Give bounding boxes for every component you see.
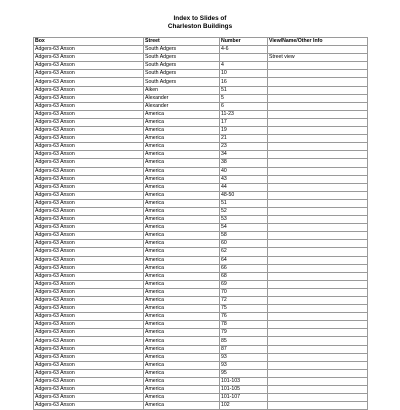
cell-street: America (144, 313, 220, 321)
slides-index-table (33, 37, 368, 410)
cell-info (268, 46, 368, 54)
cell-street: America (144, 329, 220, 337)
table-row (34, 199, 368, 207)
cell-street: America (144, 369, 220, 377)
cell-info (268, 151, 368, 159)
table-row (34, 232, 368, 240)
table-row (34, 264, 368, 272)
cell-box: Adgers-63 Anson (34, 151, 144, 159)
table-row (34, 159, 368, 167)
cell-box: Adgers-63 Anson (34, 272, 144, 280)
cell-info (268, 321, 368, 329)
cell-street: America (144, 272, 220, 280)
table-row (34, 240, 368, 248)
cell-street: America (144, 232, 220, 240)
cell-info (268, 256, 368, 264)
cell-box: Adgers-63 Anson (34, 321, 144, 329)
cell-number: 21 (220, 135, 268, 143)
header-info: View/Name/Other Info (268, 38, 368, 46)
table-row (34, 321, 368, 329)
cell-box: Adgers-63 Anson (34, 159, 144, 167)
cell-number: 75 (220, 305, 268, 313)
table-row (34, 313, 368, 321)
cell-number: 52 (220, 207, 268, 215)
cell-street: America (144, 118, 220, 126)
cell-number: 5 (220, 94, 268, 102)
cell-box: Adgers-63 Anson (34, 118, 144, 126)
table-row (34, 86, 368, 94)
cell-box: Adgers-63 Anson (34, 313, 144, 321)
table-row (34, 377, 368, 385)
cell-street: South Adgers (144, 70, 220, 78)
cell-number: 102 (220, 402, 268, 410)
cell-info (268, 313, 368, 321)
cell-number: 40 (220, 167, 268, 175)
cell-box: Adgers-63 Anson (34, 240, 144, 248)
cell-info (268, 329, 368, 337)
cell-box: Adgers-63 Anson (34, 394, 144, 402)
cell-number: 53 (220, 216, 268, 224)
cell-street: America (144, 240, 220, 248)
cell-number (220, 54, 268, 62)
cell-box: Adgers-63 Anson (34, 248, 144, 256)
cell-number: 69 (220, 280, 268, 288)
cell-info (268, 305, 368, 313)
cell-number: 51 (220, 199, 268, 207)
table-row (34, 118, 368, 126)
cell-info (268, 264, 368, 272)
table-row (34, 127, 368, 135)
table-row (34, 191, 368, 199)
cell-number: 72 (220, 297, 268, 305)
cell-box: Adgers-63 Anson (34, 94, 144, 102)
cell-box: Adgers-63 Anson (34, 102, 144, 110)
cell-street: America (144, 207, 220, 215)
cell-street: America (144, 337, 220, 345)
table-row (34, 386, 368, 394)
cell-street: South Adgers (144, 46, 220, 54)
cell-number: 4 (220, 62, 268, 70)
cell-number: 64 (220, 256, 268, 264)
cell-info (268, 297, 368, 305)
cell-box: Adgers-63 Anson (34, 224, 144, 232)
cell-box: Adgers-63 Anson (34, 175, 144, 183)
cell-street: America (144, 256, 220, 264)
cell-street: America (144, 191, 220, 199)
cell-number: 44 (220, 183, 268, 191)
cell-street: America (144, 361, 220, 369)
cell-number: 43 (220, 175, 268, 183)
cell-number: 85 (220, 337, 268, 345)
cell-box: Adgers-63 Anson (34, 207, 144, 215)
cell-info (268, 175, 368, 183)
cell-number: 95 (220, 369, 268, 377)
cell-street: America (144, 110, 220, 118)
cell-box: Adgers-63 Anson (34, 216, 144, 224)
cell-box: Adgers-63 Anson (34, 110, 144, 118)
cell-info (268, 127, 368, 135)
cell-box: Adgers-63 Anson (34, 297, 144, 305)
table-row (34, 167, 368, 175)
cell-info (268, 232, 368, 240)
cell-box: Adgers-63 Anson (34, 337, 144, 345)
cell-box: Adgers-63 Anson (34, 127, 144, 135)
cell-number: 17 (220, 118, 268, 126)
cell-street: America (144, 143, 220, 151)
cell-box: Adgers-63 Anson (34, 232, 144, 240)
cell-street: America (144, 199, 220, 207)
cell-number: 48-50 (220, 191, 268, 199)
cell-number: 38 (220, 159, 268, 167)
table-row (34, 288, 368, 296)
cell-info (268, 62, 368, 70)
cell-number: 11-23 (220, 110, 268, 118)
cell-street: America (144, 151, 220, 159)
cell-street: America (144, 386, 220, 394)
cell-street: Aiken (144, 86, 220, 94)
cell-street: America (144, 159, 220, 167)
cell-box: Adgers-63 Anson (34, 70, 144, 78)
table-row (34, 175, 368, 183)
cell-box: Adgers-63 Anson (34, 46, 144, 54)
cell-box: Adgers-63 Anson (34, 143, 144, 151)
cell-number: 10 (220, 70, 268, 78)
cell-street: America (144, 216, 220, 224)
table-row (34, 394, 368, 402)
table-row (34, 62, 368, 70)
cell-info (268, 386, 368, 394)
cell-box: Adgers-63 Anson (34, 280, 144, 288)
table-row (34, 54, 368, 62)
cell-street: America (144, 345, 220, 353)
cell-box: Adgers-63 Anson (34, 361, 144, 369)
table-row (34, 272, 368, 280)
table-row (34, 248, 368, 256)
cell-info (268, 402, 368, 410)
cell-info (268, 288, 368, 296)
table-row (34, 369, 368, 377)
cell-info (268, 110, 368, 118)
cell-info (268, 207, 368, 215)
cell-box: Adgers-63 Anson (34, 386, 144, 394)
header-street: Street (144, 38, 220, 46)
cell-box: Adgers-63 Anson (34, 135, 144, 143)
cell-box: Adgers-63 Anson (34, 369, 144, 377)
cell-street: America (144, 288, 220, 296)
cell-info (268, 102, 368, 110)
cell-box: Adgers-63 Anson (34, 54, 144, 62)
cell-box: Adgers-63 Anson (34, 62, 144, 70)
cell-box: Adgers-63 Anson (34, 199, 144, 207)
cell-box: Adgers-63 Anson (34, 402, 144, 410)
cell-box: Adgers-63 Anson (34, 167, 144, 175)
cell-box: Adgers-63 Anson (34, 86, 144, 94)
cell-street: America (144, 248, 220, 256)
cell-street: America (144, 297, 220, 305)
cell-info (268, 240, 368, 248)
cell-box: Adgers-63 Anson (34, 377, 144, 385)
cell-number: 87 (220, 345, 268, 353)
document-title (0, 15, 400, 31)
table-row (34, 329, 368, 337)
cell-box: Adgers-63 Anson (34, 305, 144, 313)
cell-street: America (144, 280, 220, 288)
table-row (34, 337, 368, 345)
cell-number: 78 (220, 321, 268, 329)
cell-number: 6 (220, 102, 268, 110)
cell-street: Alexander (144, 102, 220, 110)
title-line-2: Charleston Buildings (167, 23, 233, 30)
cell-number: 23 (220, 143, 268, 151)
cell-info (268, 216, 368, 224)
cell-number: 62 (220, 248, 268, 256)
cell-number: 101-103 (220, 377, 268, 385)
cell-street: America (144, 183, 220, 191)
table-row (34, 297, 368, 305)
table-row (34, 345, 368, 353)
cell-street: South Adgers (144, 78, 220, 86)
cell-info (268, 280, 368, 288)
cell-info (268, 377, 368, 385)
table-row (34, 216, 368, 224)
table-row (34, 135, 368, 143)
table-row (34, 305, 368, 313)
cell-info (268, 353, 368, 361)
header-box: Box (34, 38, 144, 46)
cell-number: 101-105 (220, 386, 268, 394)
table-row (34, 46, 368, 54)
cell-street: America (144, 167, 220, 175)
cell-number: 68 (220, 272, 268, 280)
cell-info (268, 167, 368, 175)
cell-number: 66 (220, 264, 268, 272)
table-body (34, 46, 368, 410)
table-row (34, 361, 368, 369)
title-line-1: Index to Slides of (173, 15, 227, 22)
cell-box: Adgers-63 Anson (34, 191, 144, 199)
cell-box: Adgers-63 Anson (34, 353, 144, 361)
cell-street: America (144, 175, 220, 183)
cell-box: Adgers-63 Anson (34, 345, 144, 353)
cell-info (268, 369, 368, 377)
cell-info (268, 394, 368, 402)
table-row (34, 183, 368, 191)
cell-info (268, 224, 368, 232)
cell-box: Adgers-63 Anson (34, 183, 144, 191)
cell-number: 101-107 (220, 394, 268, 402)
cell-info (268, 78, 368, 86)
cell-street: America (144, 127, 220, 135)
header-number: Number (220, 38, 268, 46)
cell-street: America (144, 321, 220, 329)
cell-street: America (144, 224, 220, 232)
table-row (34, 402, 368, 410)
cell-info (268, 86, 368, 94)
cell-street: South Adgers (144, 54, 220, 62)
table-row (34, 151, 368, 159)
cell-number: 58 (220, 232, 268, 240)
cell-info (268, 361, 368, 369)
table-row (34, 224, 368, 232)
cell-info (268, 94, 368, 102)
cell-number: 60 (220, 240, 268, 248)
cell-info (268, 191, 368, 199)
cell-info: Street view (268, 54, 368, 62)
cell-number: 54 (220, 224, 268, 232)
cell-street: America (144, 402, 220, 410)
cell-box: Adgers-63 Anson (34, 256, 144, 264)
cell-info (268, 199, 368, 207)
cell-street: America (144, 377, 220, 385)
cell-street: America (144, 264, 220, 272)
table-row (34, 280, 368, 288)
cell-box: Adgers-63 Anson (34, 288, 144, 296)
table-row (34, 102, 368, 110)
cell-info (268, 183, 368, 191)
cell-street: America (144, 305, 220, 313)
cell-number: 16 (220, 78, 268, 86)
cell-number: 79 (220, 329, 268, 337)
cell-box: Adgers-63 Anson (34, 78, 144, 86)
cell-street: South Adgers (144, 62, 220, 70)
table-row (34, 78, 368, 86)
cell-street: America (144, 135, 220, 143)
table-row (34, 110, 368, 118)
table-header-row (34, 38, 368, 46)
table-row (34, 70, 368, 78)
table-row (34, 353, 368, 361)
cell-info (268, 248, 368, 256)
cell-info (268, 159, 368, 167)
cell-box: Adgers-63 Anson (34, 264, 144, 272)
cell-street: America (144, 394, 220, 402)
cell-info (268, 70, 368, 78)
table-row (34, 256, 368, 264)
cell-number: 70 (220, 288, 268, 296)
table-row (34, 143, 368, 151)
cell-info (268, 345, 368, 353)
cell-number: 34 (220, 151, 268, 159)
cell-number: 93 (220, 353, 268, 361)
table-row (34, 207, 368, 215)
cell-number: 4-6 (220, 46, 268, 54)
cell-number: 19 (220, 127, 268, 135)
cell-street: America (144, 353, 220, 361)
cell-info (268, 337, 368, 345)
cell-number: 51 (220, 86, 268, 94)
cell-number: 76 (220, 313, 268, 321)
cell-info (268, 272, 368, 280)
cell-street: Alexander (144, 94, 220, 102)
cell-box: Adgers-63 Anson (34, 329, 144, 337)
cell-info (268, 143, 368, 151)
cell-info (268, 135, 368, 143)
table-row (34, 94, 368, 102)
cell-info (268, 118, 368, 126)
cell-number: 93 (220, 361, 268, 369)
